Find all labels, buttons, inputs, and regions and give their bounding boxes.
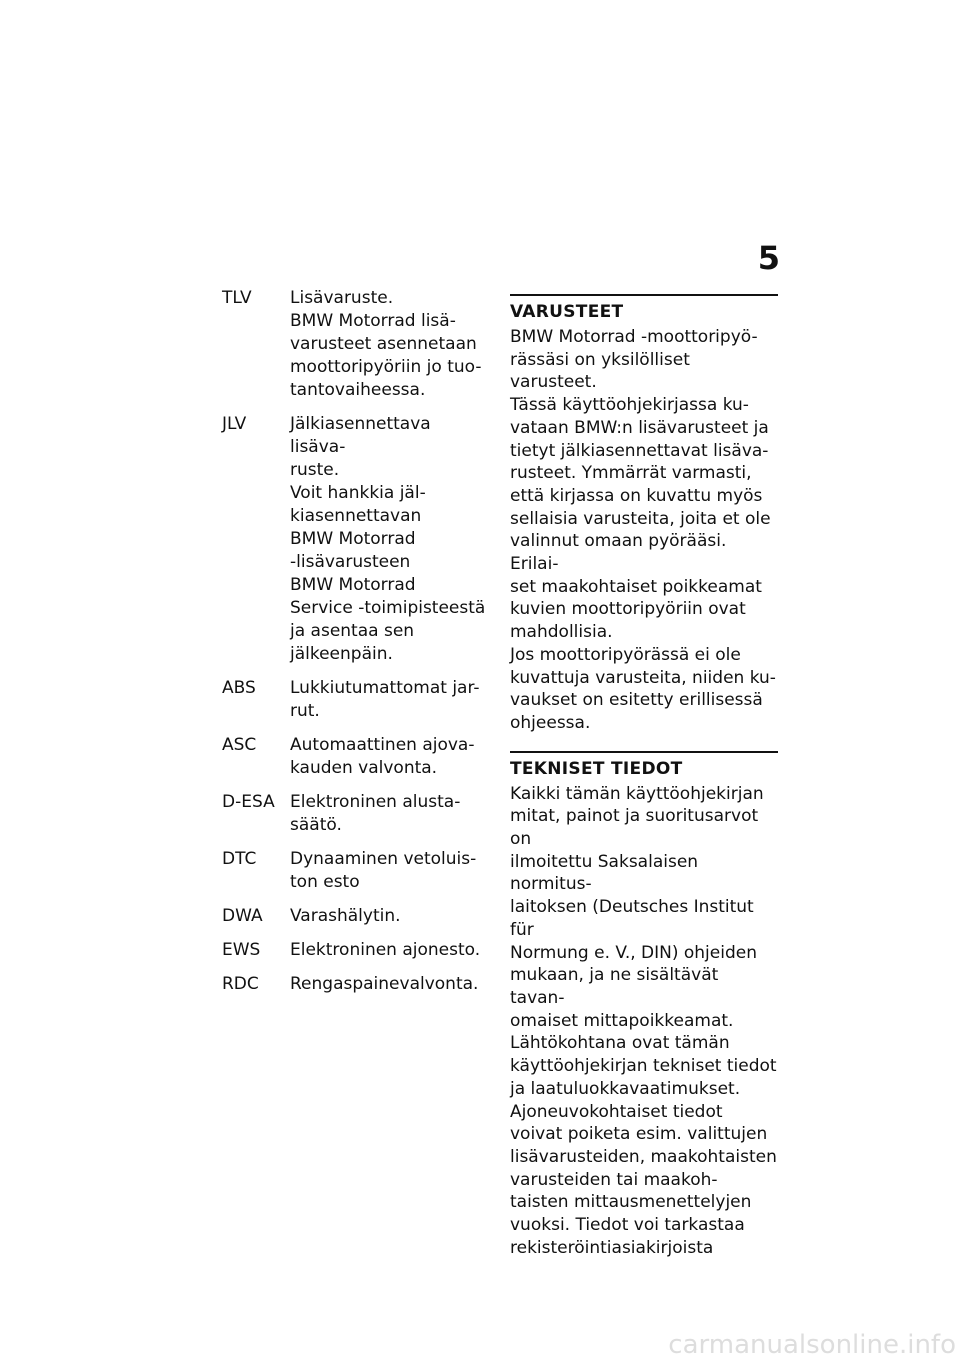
abbreviation-row <box>222 413 490 666</box>
section-equipment <box>510 294 778 735</box>
abbreviation-code: JLV <box>222 414 247 434</box>
abbreviation-term: Elektroninen alusta- säätö. <box>290 792 461 835</box>
abbreviation-code: DTC <box>222 849 257 869</box>
section-body-equipment: BMW Motorrad -moottoripyö- rässäsi on yksilölliset varusteet. Tässä käyttöohjekirjassa ku- vataan BMW:n lisävarusteet ja tietyt jälkiasennettavat lisäva- rusteet. Ymmärrät varmasti, että kirjassa on kuvattu myös sellaisia varusteita, joita et ole valinnut omaan pyörääsi. Erilai- set maakohtaiset poikkeamat kuvien moottoripyöriin ovat mahdollisia. Jos moottoripyörässä ei ole kuvattuja varusteita, niiden ku- vaukset on esitetty erillisessä ohjeessa. <box>510 327 776 733</box>
section-title-equipment: VARUSTEET <box>510 302 624 322</box>
abbreviation-definition <box>290 848 490 894</box>
abbreviation-definition <box>290 973 490 996</box>
abbreviation-code: DWA <box>222 906 263 926</box>
abbreviation-row <box>222 905 490 928</box>
section-divider <box>510 294 778 296</box>
abbreviation-row <box>222 734 490 780</box>
abbreviation-row <box>222 973 490 996</box>
abbreviation-definition <box>290 791 490 837</box>
watermark-text: carmanualsonline.info <box>668 1330 956 1360</box>
abbreviation-row <box>222 287 490 402</box>
abbreviation-definition <box>290 734 490 780</box>
section-title-technical-data: TEKNISET TIEDOT <box>510 758 683 779</box>
abbreviation-term: Jälkiasennettava lisäva- ruste. <box>290 414 431 480</box>
abbreviation-definition <box>290 905 490 928</box>
abbreviation-row <box>222 848 490 894</box>
abbreviation-term: Lukkiutumattomat jar- rut. <box>290 678 480 721</box>
abbreviation-row <box>222 939 490 962</box>
abbreviation-definition <box>290 677 490 723</box>
abbreviation-row <box>222 791 490 837</box>
abbreviation-list <box>222 287 490 1007</box>
abbreviation-description: Voit hankkia jäl- kiasennettavan BMW Motorrad -lisävarusteen BMW Motorrad Service -toimipisteestä ja asentaa sen jälkeenpäin. <box>290 483 486 664</box>
content-column <box>510 294 778 1259</box>
abbreviation-code: TLV <box>222 288 252 308</box>
abbreviation-definition <box>290 939 490 962</box>
abbreviation-code: EWS <box>222 940 261 960</box>
abbreviation-term: Elektroninen ajonesto. <box>290 940 481 960</box>
abbreviation-row <box>222 677 490 723</box>
page-number: 5 <box>757 239 780 277</box>
section-technical-data <box>510 751 778 1260</box>
abbreviation-term: Varashälytin. <box>290 906 401 926</box>
abbreviation-definition <box>290 287 490 402</box>
abbreviation-code: ASC <box>222 735 257 755</box>
abbreviation-term: Rengaspainevalvonta. <box>290 974 479 994</box>
abbreviation-code: D-ESA <box>222 792 275 812</box>
abbreviation-code: ABS <box>222 678 256 698</box>
abbreviation-term: Lisävaruste. <box>290 288 394 308</box>
abbreviation-description: BMW Motorrad lisä- varusteet asennetaan moottoripyöriin jo tuo- tantovaiheessa. <box>290 311 482 400</box>
section-body-technical-data: Kaikki tämän käyttöohjekirjan mitat, painot ja suoritusarvot on ilmoitettu Saksalaisen normitus- laitoksen (Deutsches Institut für Normung e. V., DIN) ohjeiden mukaan, ja ne sisältävät tavan- omaiset mittapoikkeamat. Lähtökohtana ovat tämän käyttöohjekirjan tekniset tiedot ja laatuluokkavaatimukset. Ajoneuvokohtaiset tiedot voivat poiketa esim. valittujen lisävarusteiden, maakohtaisten varusteiden tai maakoh- taisten mittausmenettelyjen vuoksi. Tiedot voi tarkastaa rekisteröintiasiakirjoista <box>510 783 777 1258</box>
abbreviation-term: Dynaaminen vetoluis- ton esto <box>290 849 477 892</box>
abbreviation-term: Automaattinen ajova- kauden valvonta. <box>290 735 475 778</box>
abbreviation-definition <box>290 413 490 666</box>
section-divider <box>510 751 778 753</box>
abbreviation-code: RDC <box>222 974 259 994</box>
